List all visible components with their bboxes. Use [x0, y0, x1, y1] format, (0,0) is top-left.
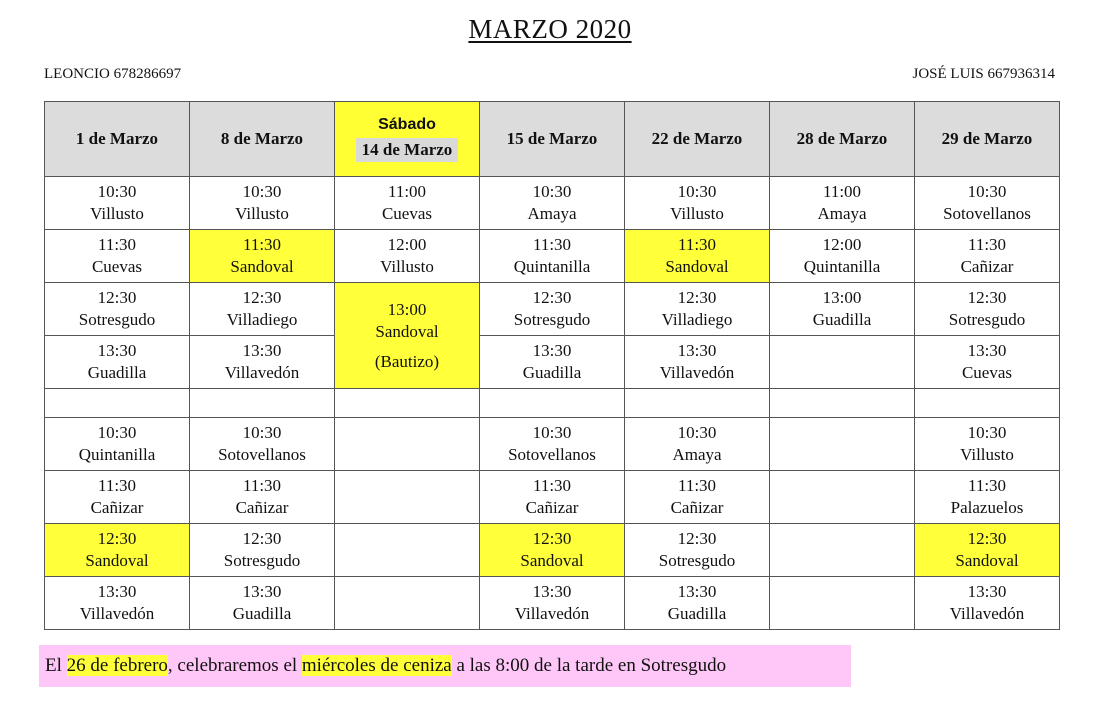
- note-highlight: 26 de febrero: [66, 655, 168, 676]
- mass-place: Amaya: [817, 204, 867, 223]
- mass-cell: [480, 283, 625, 336]
- empty-cell: [915, 389, 1060, 418]
- mass-time: 10:30: [242, 423, 282, 442]
- mass-place: Villusto: [670, 204, 724, 223]
- mass-time: 10:30: [532, 182, 572, 201]
- mass-time: 11:30: [677, 476, 717, 495]
- mass-place: Cañizar: [90, 498, 144, 517]
- mass-place: Quintanilla: [803, 257, 881, 276]
- column-header: [335, 102, 480, 177]
- column-header-date: 1 de Marzo: [75, 129, 159, 148]
- mass-time: 10:30: [97, 182, 137, 201]
- note-text: , celebraremos el: [167, 655, 302, 676]
- mass-time: 12:30: [532, 288, 572, 307]
- empty-cell: [335, 389, 480, 418]
- mass-time: 12:30: [532, 529, 572, 548]
- mass-place: Sandoval: [375, 321, 439, 341]
- mass-time: 13:30: [97, 341, 137, 360]
- column-header-date: 8 de Marzo: [220, 129, 304, 148]
- mass-cell: [625, 336, 770, 389]
- mass-cell: [915, 577, 1060, 630]
- mass-time: 11:30: [532, 235, 572, 254]
- empty-cell: [770, 471, 915, 524]
- mass-place: Quintanilla: [513, 257, 591, 276]
- mass-cell: [915, 230, 1060, 283]
- mass-place: Villavedón: [224, 363, 300, 382]
- mass-time: 12:30: [97, 529, 137, 548]
- column-header-date: 29 de Marzo: [941, 129, 1033, 148]
- mass-cell: [335, 177, 480, 230]
- mass-place: Villusto: [235, 204, 289, 223]
- mass-cell: [335, 283, 480, 389]
- mass-place: Cuevas: [91, 257, 143, 276]
- mass-cell: [190, 418, 335, 471]
- empty-cell: [770, 577, 915, 630]
- schedule-row: [45, 471, 1060, 524]
- schedule-row: [45, 283, 1060, 336]
- column-header: [45, 102, 190, 177]
- mass-cell: [45, 524, 190, 577]
- mass-cell: [190, 177, 335, 230]
- empty-cell: [190, 389, 335, 418]
- empty-cell: [335, 418, 480, 471]
- mass-time: 13:30: [967, 582, 1007, 601]
- mass-place: Sandoval: [665, 257, 729, 276]
- mass-cell: [45, 471, 190, 524]
- mass-cell: [45, 230, 190, 283]
- mass-place: Guadilla: [667, 604, 727, 623]
- schedule-row: [45, 177, 1060, 230]
- mass-time: 13:30: [97, 582, 137, 601]
- mass-place: Sandoval: [520, 551, 584, 570]
- mass-time: 10:30: [967, 423, 1007, 442]
- mass-time: 13:30: [532, 582, 572, 601]
- contact-left: LEONCIO 678286697: [44, 66, 182, 82]
- mass-cell: [480, 577, 625, 630]
- mass-cell: [190, 577, 335, 630]
- mass-time: 13:30: [242, 341, 282, 360]
- mass-place: Amaya: [527, 204, 577, 223]
- mass-cell: [915, 524, 1060, 577]
- mass-time: 10:30: [97, 423, 137, 442]
- mass-cell: [625, 418, 770, 471]
- mass-time: 13:30: [532, 341, 572, 360]
- mass-time: 12:30: [242, 529, 282, 548]
- mass-time: 12:30: [97, 288, 137, 307]
- column-header-weekday: Sábado: [378, 116, 436, 133]
- mass-cell: [190, 471, 335, 524]
- mass-place: Cuevas: [381, 204, 433, 223]
- mass-cell: [625, 177, 770, 230]
- mass-place: Sotresgudo: [948, 310, 1026, 329]
- mass-cell: [915, 471, 1060, 524]
- mass-time: 11:00: [822, 182, 862, 201]
- mass-place: Cañizar: [960, 257, 1014, 276]
- mass-cell: [335, 230, 480, 283]
- empty-cell: [770, 389, 915, 418]
- mass-place: Sotresgudo: [513, 310, 591, 329]
- column-header: [480, 102, 625, 177]
- empty-cell: [770, 524, 915, 577]
- mass-time: 11:30: [677, 235, 717, 254]
- mass-cell: [480, 418, 625, 471]
- mass-cell: [770, 230, 915, 283]
- mass-time: 12:00: [387, 235, 427, 254]
- schedule-row: [45, 230, 1060, 283]
- mass-cell: [915, 336, 1060, 389]
- header-row: [45, 102, 1060, 177]
- mass-cell: [915, 177, 1060, 230]
- mass-place: Villadiego: [226, 310, 298, 329]
- contact-right: JOSÉ LUIS 667936314: [912, 66, 1055, 82]
- schedule-row: [45, 336, 1060, 389]
- mass-cell: [190, 524, 335, 577]
- column-header-date: 15 de Marzo: [506, 129, 598, 148]
- column-header-date: 22 de Marzo: [651, 129, 743, 148]
- mass-place: Palazuelos: [950, 498, 1024, 517]
- mass-cell: [915, 418, 1060, 471]
- schedule-body: [45, 177, 1060, 630]
- mass-cell: [915, 283, 1060, 336]
- mass-time: 11:30: [97, 235, 137, 254]
- schedule-row: [45, 524, 1060, 577]
- empty-cell: [335, 524, 480, 577]
- mass-time: 12:30: [242, 288, 282, 307]
- empty-cell: [625, 389, 770, 418]
- mass-place: Sotresgudo: [78, 310, 156, 329]
- mass-cell: [190, 336, 335, 389]
- column-header: [770, 102, 915, 177]
- schedule-row: [45, 389, 1060, 418]
- page-title: [0, 14, 1100, 45]
- mass-place: Amaya: [672, 445, 722, 464]
- mass-time: 11:30: [967, 476, 1007, 495]
- mass-place: Guadilla: [812, 310, 872, 329]
- mass-time: 10:30: [967, 182, 1007, 201]
- mass-time: 10:30: [242, 182, 282, 201]
- mass-place: Sandoval: [230, 257, 294, 276]
- mass-cell: [770, 177, 915, 230]
- column-header: [915, 102, 1060, 177]
- empty-cell: [770, 336, 915, 389]
- empty-cell: [480, 389, 625, 418]
- mass-cell: [480, 471, 625, 524]
- mass-place: Guadilla: [87, 363, 147, 382]
- mass-place: Sotovellanos: [508, 445, 596, 464]
- mass-place: Sotresgudo: [658, 551, 736, 570]
- mass-place: Sotresgudo: [223, 551, 301, 570]
- mass-cell: [45, 336, 190, 389]
- column-header-date: 14 de Marzo: [356, 138, 459, 162]
- mass-time: 13:30: [242, 582, 282, 601]
- mass-time: 10:30: [532, 423, 572, 442]
- mass-time: 11:30: [532, 476, 572, 495]
- mass-cell: [45, 577, 190, 630]
- mass-time: 10:30: [677, 182, 717, 201]
- schedule-row: [45, 418, 1060, 471]
- mass-time: 12:00: [822, 235, 862, 254]
- mass-time: 12:30: [967, 288, 1007, 307]
- mass-time: 11:30: [97, 476, 137, 495]
- mass-place: Villusto: [90, 204, 144, 223]
- mass-place: Cañizar: [525, 498, 579, 517]
- mass-place: Villadiego: [661, 310, 733, 329]
- mass-time: 11:00: [387, 182, 427, 201]
- mass-place: Cañizar: [670, 498, 724, 517]
- page-title-text: MARZO 2020: [468, 14, 632, 44]
- mass-time: 12:30: [967, 529, 1007, 548]
- mass-cell: [190, 230, 335, 283]
- column-header: [625, 102, 770, 177]
- mass-place: Sotovellanos: [943, 204, 1031, 223]
- mass-place: Sandoval: [955, 551, 1019, 570]
- note-text: a las 8:00 de la tarde en Sotresgudo: [451, 655, 727, 676]
- mass-place: Villavedón: [659, 363, 735, 382]
- mass-place: Villavedón: [514, 604, 590, 623]
- mass-place: Cañizar: [235, 498, 289, 517]
- empty-cell: [770, 418, 915, 471]
- mass-place: Sotovellanos: [218, 445, 306, 464]
- mass-time: 10:30: [677, 423, 717, 442]
- mass-cell: [480, 524, 625, 577]
- mass-cell: [45, 283, 190, 336]
- mass-place: Guadilla: [232, 604, 292, 623]
- mass-time: 13:00: [822, 288, 862, 307]
- mass-cell: [480, 177, 625, 230]
- mass-cell: [480, 336, 625, 389]
- column-header-date: 28 de Marzo: [796, 129, 888, 148]
- mass-time: 11:30: [242, 476, 282, 495]
- mass-time: 11:30: [242, 235, 282, 254]
- mass-note: (Bautizo): [374, 351, 440, 371]
- mass-place: Sandoval: [85, 551, 149, 570]
- empty-cell: [335, 577, 480, 630]
- mass-cell: [625, 283, 770, 336]
- mass-place: Guadilla: [522, 363, 582, 382]
- mass-cell: [625, 471, 770, 524]
- mass-time: 11:30: [967, 235, 1007, 254]
- empty-cell: [45, 389, 190, 418]
- mass-time: 13:00: [387, 299, 427, 319]
- schedule-table: [44, 101, 1060, 630]
- mass-cell: [190, 283, 335, 336]
- empty-cell: [335, 471, 480, 524]
- note-highlight: miércoles de ceniza: [301, 655, 452, 676]
- mass-cell: [45, 177, 190, 230]
- mass-time: 13:30: [677, 582, 717, 601]
- mass-time: 12:30: [677, 529, 717, 548]
- mass-time: 12:30: [677, 288, 717, 307]
- mass-cell: [625, 230, 770, 283]
- mass-cell: [625, 577, 770, 630]
- mass-time: 13:30: [967, 341, 1007, 360]
- schedule-row: [45, 577, 1060, 630]
- announcement-note: [39, 645, 851, 687]
- mass-place: Cuevas: [961, 363, 1013, 382]
- mass-cell: [480, 230, 625, 283]
- mass-place: Villusto: [380, 257, 434, 276]
- mass-cell: [625, 524, 770, 577]
- mass-cell: [45, 418, 190, 471]
- mass-place: Villavedón: [79, 604, 155, 623]
- column-header: [190, 102, 335, 177]
- mass-time: 13:30: [677, 341, 717, 360]
- mass-place: Quintanilla: [78, 445, 156, 464]
- mass-cell: [770, 283, 915, 336]
- note-text: El: [45, 655, 67, 676]
- mass-place: Villavedón: [949, 604, 1025, 623]
- mass-place: Villusto: [960, 445, 1014, 464]
